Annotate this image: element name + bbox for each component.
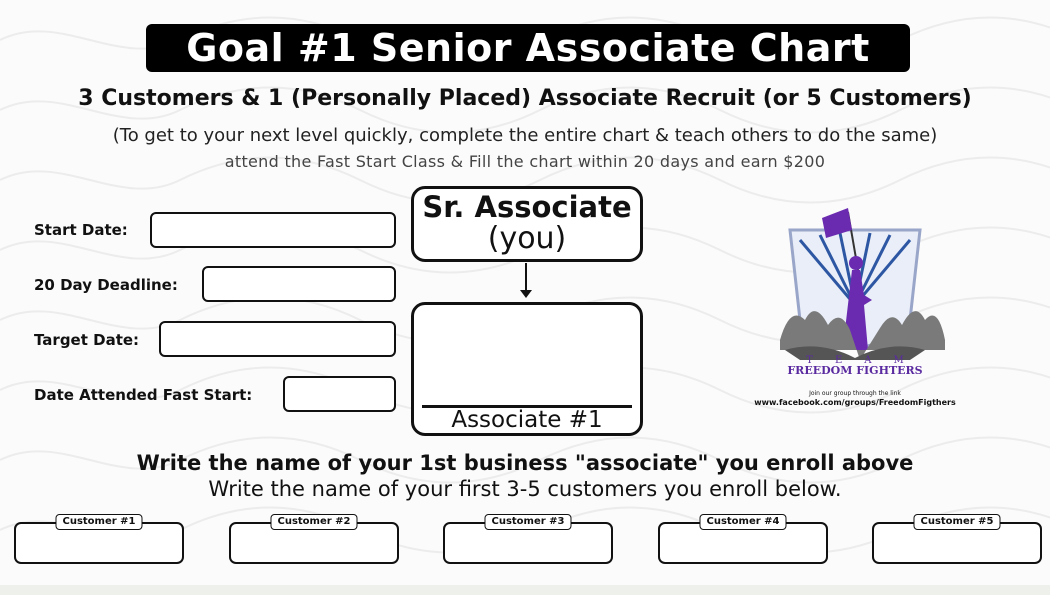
customer-4-field[interactable] (658, 516, 828, 564)
customer-4-label: Customer #4 (699, 514, 786, 530)
associate-label: Associate #1 (451, 407, 603, 433)
incentive-note: attend the Fast Start Class & Fill the chart within 20 days and earn $200 (224, 152, 826, 171)
deadline-label: 20 Day Deadline: (34, 276, 178, 294)
fast-start-label: Date Attended Fast Start: (34, 386, 253, 404)
fast-start-field[interactable] (283, 376, 396, 412)
customer-5-field[interactable] (872, 516, 1042, 564)
start-date-label: Start Date: (34, 221, 128, 239)
bottom-strip (0, 585, 1050, 595)
logo-team-text: TEAM (806, 355, 926, 366)
customer-2-label: Customer #2 (270, 514, 357, 530)
logo-brand-text: FREEDOM FIGHTERS (787, 364, 923, 377)
page-title: Goal #1 Senior Associate Chart (146, 24, 910, 72)
target-date-field[interactable] (159, 321, 396, 357)
customer-instruction: Write the name of your first 3-5 customers you enroll below. (208, 477, 842, 501)
down-arrow-icon (520, 290, 532, 298)
freedom-fighters-logo (760, 200, 950, 420)
sr-associate-title: Sr. Associate (422, 190, 632, 224)
customer-2-field[interactable] (229, 516, 399, 564)
customer-3-label: Customer #3 (484, 514, 571, 530)
customer-3-field[interactable] (443, 516, 613, 564)
start-date-field[interactable] (150, 212, 396, 248)
customer-1-field[interactable] (14, 516, 184, 564)
customer-5-label: Customer #5 (913, 514, 1000, 530)
customer-1-label: Customer #1 (55, 514, 142, 530)
sr-associate-box (411, 186, 643, 262)
down-arrow-line (525, 263, 527, 293)
associate-instruction: Write the name of your 1st business "associate" you enroll above (136, 451, 914, 475)
sr-associate-sub: (you) (487, 221, 567, 256)
instruction-note: (To get to your next level quickly, complete the entire chart & teach others to do the same) (112, 125, 938, 146)
associate-box[interactable] (411, 302, 643, 436)
subtitle: 3 Customers & 1 (Personally Placed) Associate Recruit (or 5 Customers) (78, 86, 972, 111)
logo-join-text: Join our group through the link (809, 390, 901, 397)
deadline-field[interactable] (202, 266, 396, 302)
facebook-group-link[interactable]: www.facebook.com/groups/FreedomFigthers (754, 398, 956, 407)
target-date-label: Target Date: (34, 331, 140, 349)
